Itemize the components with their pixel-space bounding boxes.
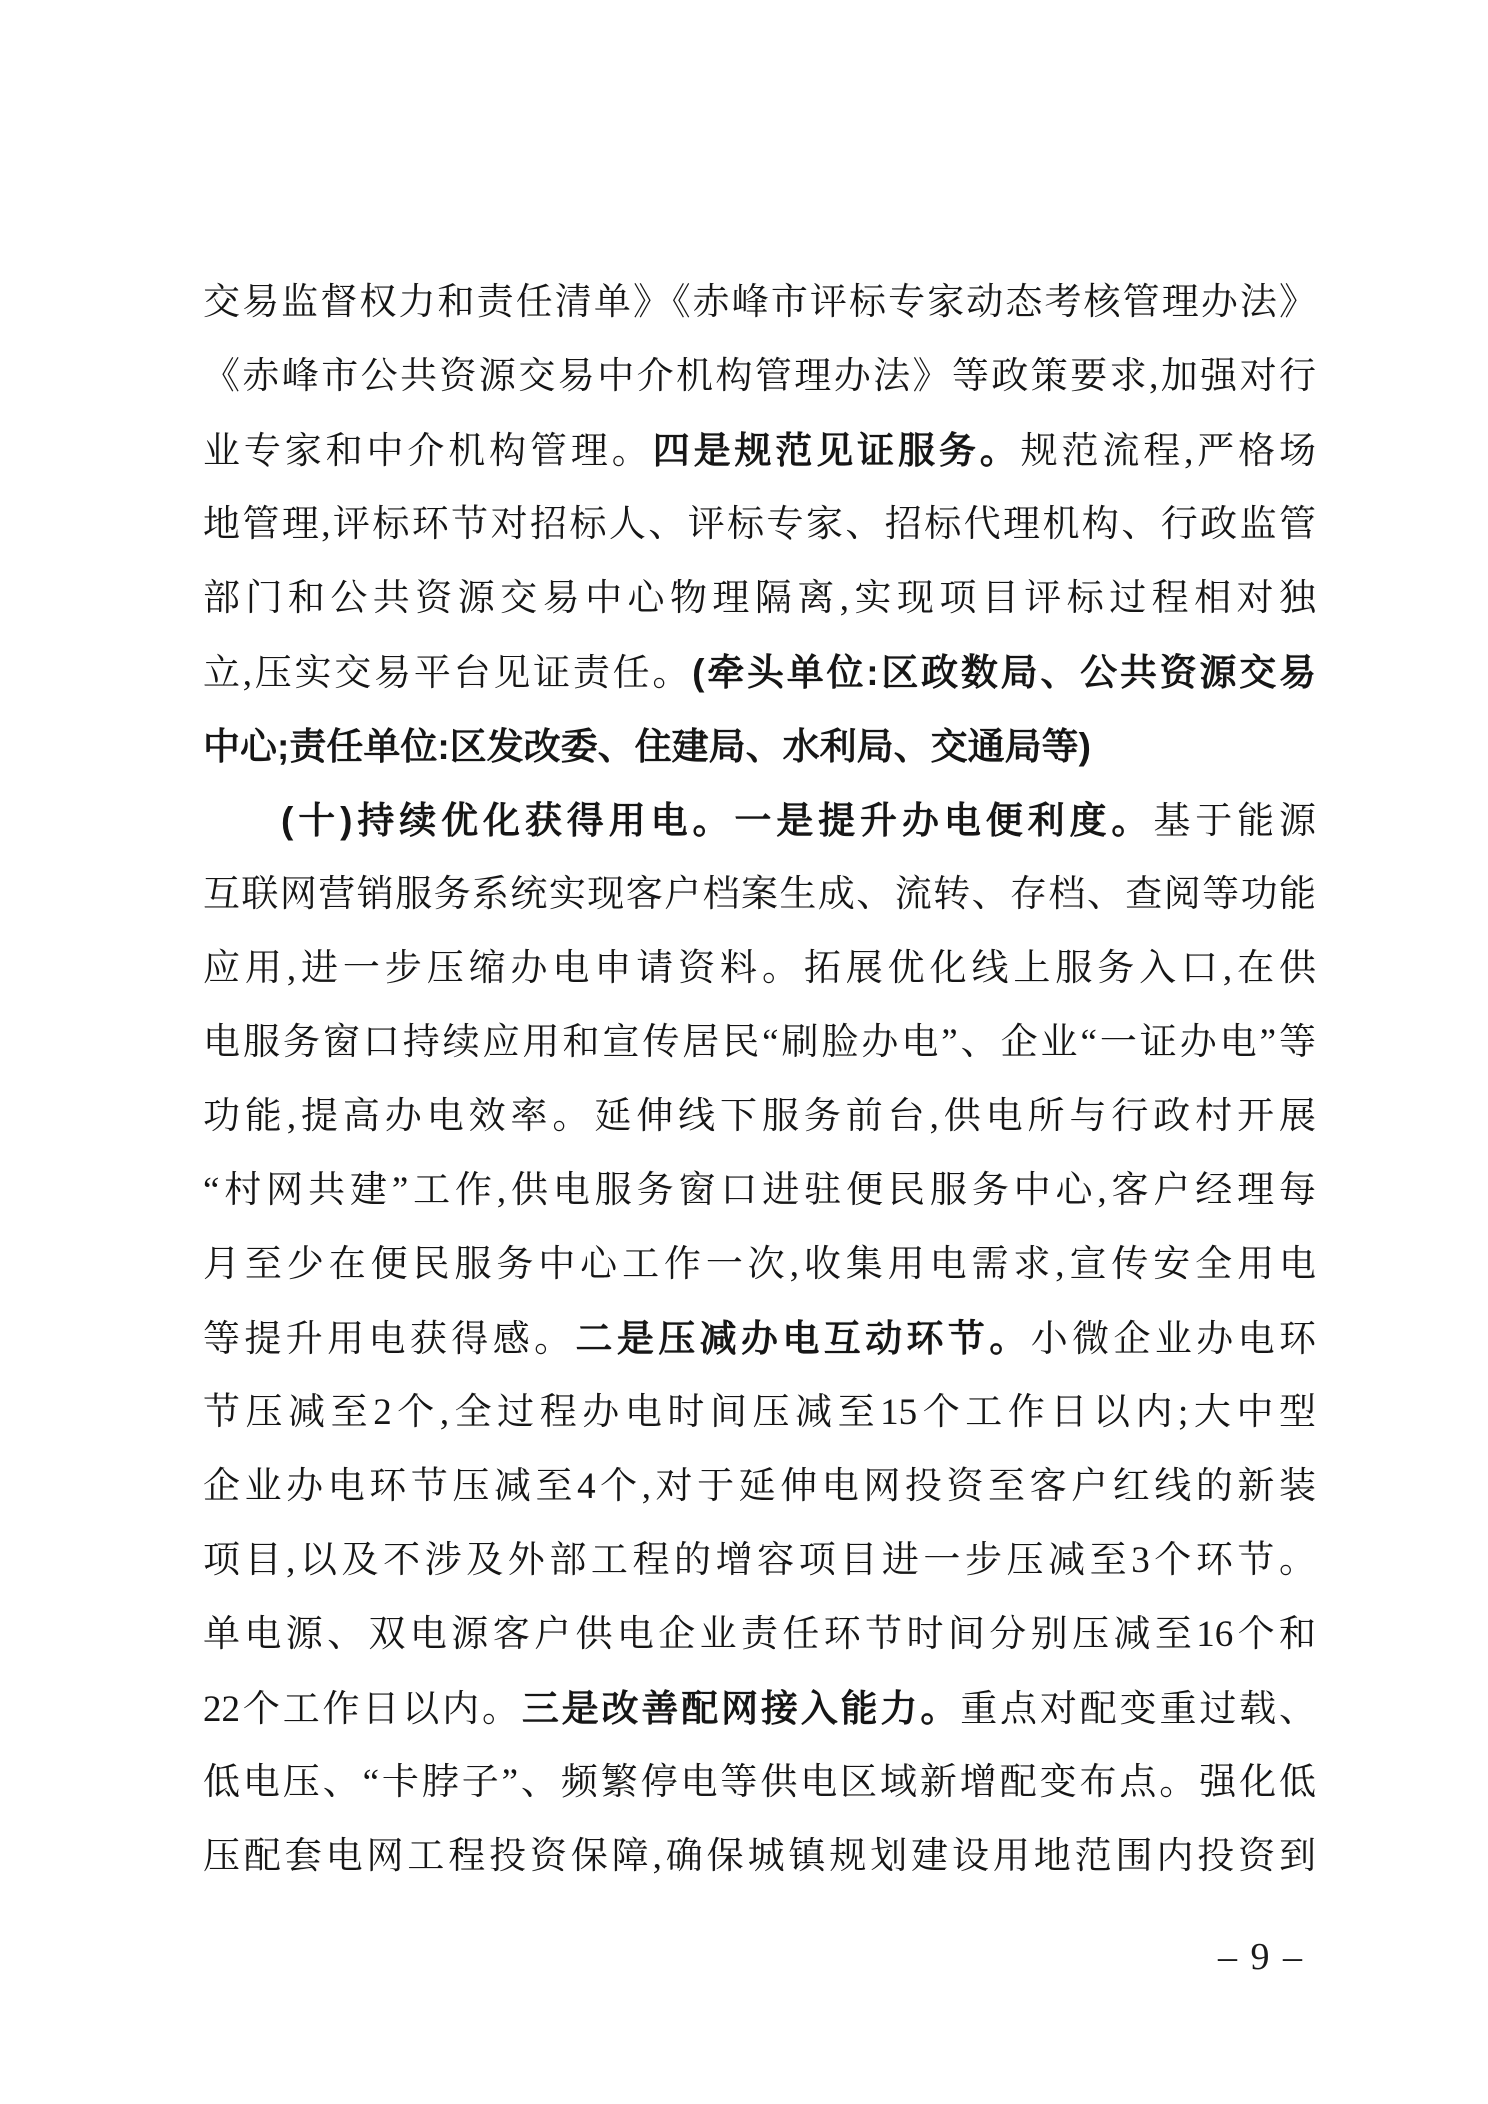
emphasis-text: 三是改善配网接入能力。 <box>521 1688 961 1729</box>
body-text: “村网共建”工作,供电服务窗口进驻便民服务中心,客户经理每 <box>203 1170 1316 1211</box>
body-text: 月至少在便民服务中心工作一次,收集用电需求,宣传安全用电 <box>203 1244 1316 1285</box>
body-text: 企业办电环节压减至4个,对于延伸电网投资至客户红线的新装 <box>203 1466 1316 1507</box>
body-text: 立,压实交易平台见证责任。 <box>203 653 693 694</box>
body-text: 电服务窗口持续应用和宣传居民“刷脸办电”、企业“一证办电”等 <box>203 1022 1316 1063</box>
text-line <box>203 1820 1316 1894</box>
text-line <box>203 932 1316 1006</box>
text-line <box>203 266 1316 340</box>
body-text: 等提升用电获得感。 <box>203 1319 576 1360</box>
text-line <box>203 1006 1316 1080</box>
body-text: 基于能源 <box>1153 801 1316 842</box>
text-line <box>203 636 1316 710</box>
text-line <box>203 1524 1316 1598</box>
body-text: 功能,提高办电效率。延伸线下服务前台,供电所与行政村开展 <box>203 1096 1316 1137</box>
body-text: 低电压、“卡脖子”、频繁停电等供电区域新增配变布点。强化低 <box>203 1762 1316 1803</box>
body-text: 小微企业办电环 <box>1030 1319 1316 1360</box>
text-line <box>203 414 1316 488</box>
body-text: 重点对配变重过载、 <box>960 1689 1316 1730</box>
emphasis-text: 二是压减办电互动环节。 <box>575 1318 1031 1359</box>
document-body <box>203 266 1316 1894</box>
text-line <box>203 1080 1316 1154</box>
text-line <box>203 1598 1316 1672</box>
body-text: 22个工作日以内。 <box>203 1689 522 1730</box>
body-text: 压配套电网工程投资保障,确保城镇规划建设用地范围内投资到 <box>203 1836 1316 1877</box>
text-line <box>203 1154 1316 1228</box>
text-line <box>203 784 1316 858</box>
body-text: 节压减至2个,全过程办电时间压减至15个工作日以内;大中型 <box>203 1392 1316 1433</box>
body-text: 业专家和中介机构管理。 <box>203 431 653 472</box>
text-line <box>203 1450 1316 1524</box>
text-line <box>203 1376 1316 1450</box>
text-line <box>203 1228 1316 1302</box>
body-text: 应用,进一步压缩办电申请资料。拓展优化线上服务入口,在供 <box>203 948 1316 989</box>
body-text: 单电源、双电源客户供电企业责任环节时间分别压减至16个和 <box>203 1614 1316 1655</box>
emphasis-text: 中心;责任单位:区发改委、住建局、水利局、交通局等) <box>203 726 1091 767</box>
text-line <box>203 858 1316 932</box>
text-line <box>203 1302 1316 1376</box>
body-text: 地管理,评标环节对招标人、评标专家、招标代理机构、行政监管 <box>203 504 1316 545</box>
body-text: 规范流程,严格场 <box>1020 431 1316 472</box>
text-line <box>203 710 1316 784</box>
text-line <box>203 488 1316 562</box>
body-text: 交易监督权力和责任清单》《赤峰市评标专家动态考核管理办法》 <box>203 282 1316 323</box>
text-line <box>203 1672 1316 1746</box>
page-number: – 9 – <box>1218 1936 1304 1978</box>
body-text: 《赤峰市公共资源交易中介机构管理办法》等政策要求,加强对行 <box>203 356 1316 397</box>
text-line <box>203 1746 1316 1820</box>
body-text: 互联网营销服务系统实现客户档案生成、流转、存档、查阅等功能 <box>203 874 1316 915</box>
emphasis-text: 四是规范见证服务。 <box>652 430 1021 471</box>
body-text: 部门和公共资源交易中心物理隔离,实现项目评标过程相对独 <box>203 578 1316 619</box>
text-line <box>203 340 1316 414</box>
text-line <box>203 562 1316 636</box>
emphasis-text: (十)持续优化获得用电。一是提升办电便利度。 <box>281 800 1154 841</box>
emphasis-text: (牵头单位:区政数局、公共资源交易 <box>692 652 1316 693</box>
body-text: 项目,以及不涉及外部工程的增容项目进一步压减至3个环节。 <box>203 1540 1316 1581</box>
